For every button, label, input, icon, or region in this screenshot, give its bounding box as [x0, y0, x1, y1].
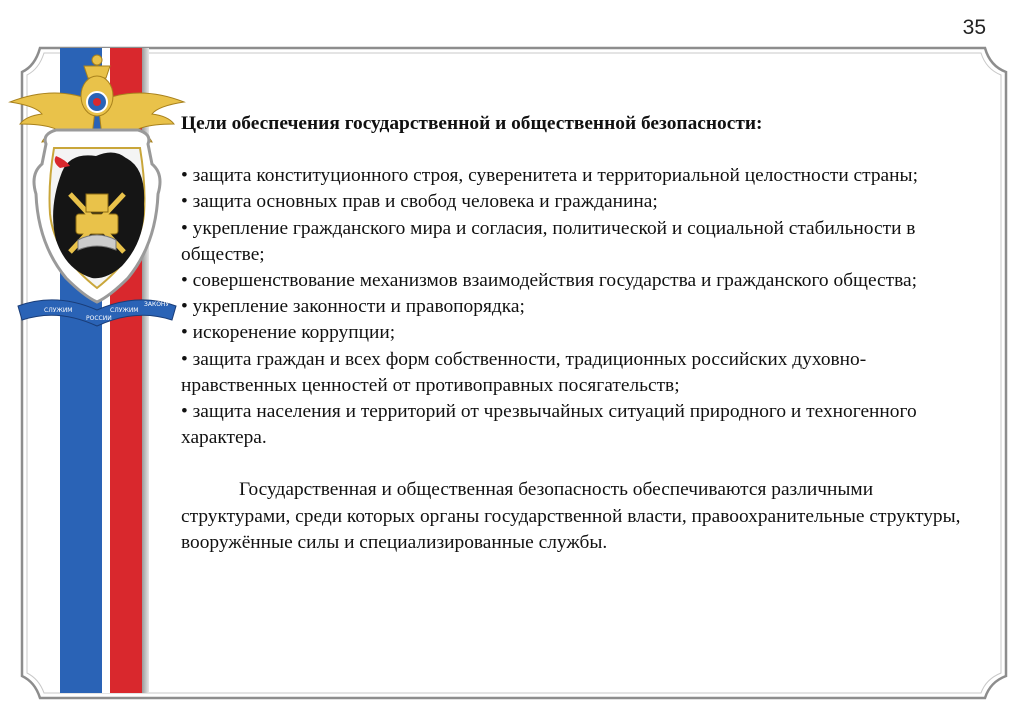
list-item: • укрепление законности и правопорядка; [181, 296, 525, 318]
ribbon-text-left: СЛУЖИМ [44, 307, 73, 314]
ribbon-text-right: СЛУЖИМ [110, 307, 139, 314]
list-item: • укрепление гражданского мира и согласия, политической и социальной стабильности в обществе; [181, 217, 916, 265]
police-emblem-icon [6, 44, 188, 334]
summary-paragraph: Государственная и общественная безопасность обеспечиваются различными структурами, среди которых органы государственной власти, правоохранительные структуры, вооружённые силы и специализированные службы. [181, 479, 961, 553]
list-item: • защита населения и территорий от чрезвычайных ситуаций природного и техногенного характера. [181, 401, 917, 449]
goals-list [181, 163, 981, 451]
ribbon-text-far: ЗАКОНУ [144, 301, 170, 308]
document-heading: Цели обеспечения государственной и общественной безопасности: [181, 113, 763, 134]
list-item: • совершенствование механизмов взаимодействия государства и гражданского общества; [181, 270, 918, 292]
list-item: • защита граждан и всех форм собственности, традиционных российских духовно-нравственных ценностей от противоправных посягательств; [181, 348, 867, 396]
slide-number: 35 [962, 16, 986, 39]
list-item: • защита основных прав и свобод человека и гражданина; [181, 191, 658, 213]
ribbon-text-center: РОССИИ [86, 315, 112, 322]
document-body [181, 111, 981, 556]
list-item: • искоренение коррупции; [181, 322, 396, 344]
list-item: • защита конституционного строя, суверенитета и территориальной целостности страны; [181, 165, 918, 187]
